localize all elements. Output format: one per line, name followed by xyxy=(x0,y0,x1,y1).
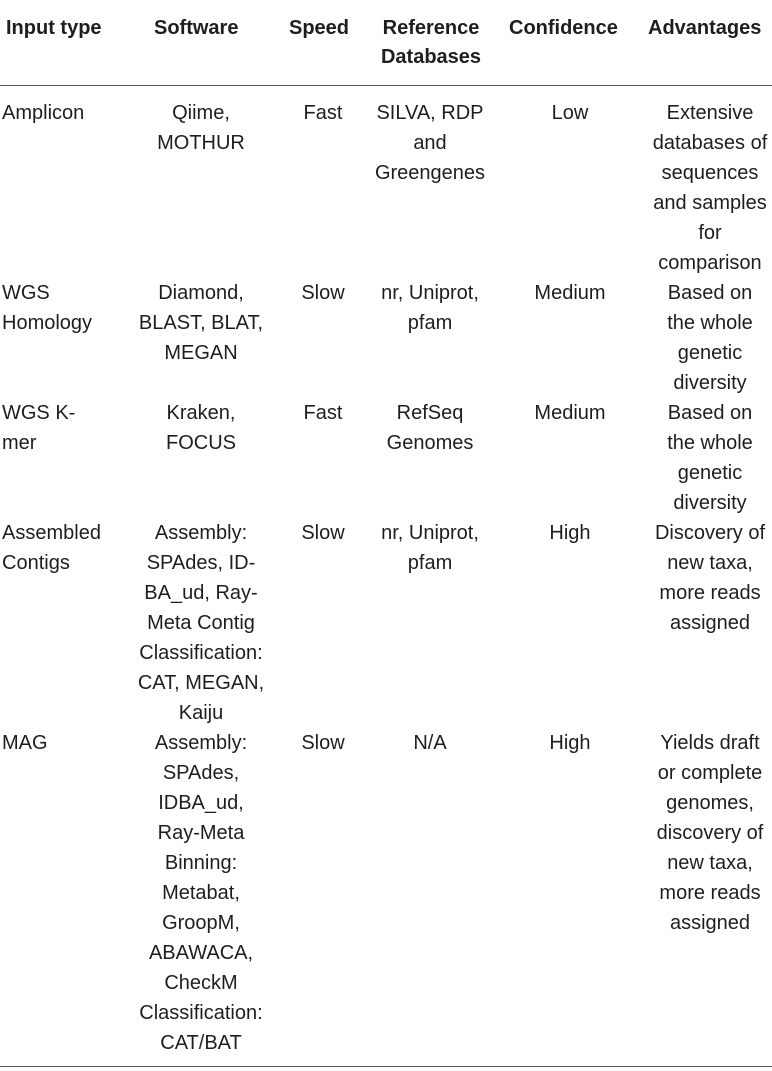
cell-line: MOTHUR xyxy=(157,132,245,154)
cell-line: or complete xyxy=(657,762,763,784)
header-advantages: Advantages xyxy=(648,17,762,39)
header-reference-databases-line: Databases xyxy=(380,46,482,68)
cell-line: Assembled xyxy=(2,522,101,544)
cell-line: Extensive xyxy=(666,102,754,124)
cell-reference-db xyxy=(366,728,494,758)
cell-line: CAT/BAT xyxy=(160,1032,242,1054)
cell-line: new taxa, xyxy=(667,552,753,574)
cell-line: Classification: xyxy=(139,1002,263,1024)
cell-line: diversity xyxy=(673,492,747,514)
cell-reference-db xyxy=(366,278,494,338)
cell-confidence xyxy=(500,98,640,128)
cell-line: Slow xyxy=(301,282,345,304)
cell-line: CheckM xyxy=(164,972,238,994)
header-software: Software xyxy=(154,17,239,39)
cell-input-type xyxy=(2,98,130,128)
cell-line: genetic xyxy=(677,342,743,364)
cell-line: WGS K- xyxy=(2,402,76,424)
cell-line: more reads xyxy=(659,882,761,904)
cell-line: diversity xyxy=(673,372,747,394)
cell-line: Medium xyxy=(534,282,606,304)
cell-line: BLAST, BLAT, xyxy=(138,312,264,334)
cell-line: and xyxy=(413,132,447,154)
cell-line: Yields draft xyxy=(660,732,760,754)
cell-speed xyxy=(288,98,358,128)
cell-line: Assembly: xyxy=(154,732,248,754)
cell-line: Assembly: xyxy=(154,522,248,544)
cell-line: Ray-Meta xyxy=(157,822,245,844)
cell-line: Based on xyxy=(667,402,753,424)
cell-line: sequences xyxy=(661,162,759,184)
cell-line: High xyxy=(549,522,591,544)
cell-line: Slow xyxy=(301,522,345,544)
cell-speed xyxy=(288,278,358,308)
cell-line: SPAdes, ID- xyxy=(146,552,256,574)
cell-line: Fast xyxy=(303,402,343,424)
cell-line: Slow xyxy=(301,732,345,754)
cell-confidence xyxy=(500,518,640,548)
cell-line: Discovery of xyxy=(654,522,766,544)
cell-software xyxy=(131,728,271,1058)
cell-line: assigned xyxy=(669,612,751,634)
cell-line: CAT, MEGAN, xyxy=(137,672,265,694)
header-input-type: Input type xyxy=(6,17,102,39)
cell-speed xyxy=(288,728,358,758)
cell-advantages xyxy=(645,518,772,638)
cell-advantages xyxy=(645,398,772,518)
cell-software xyxy=(131,398,271,458)
cell-line: the whole xyxy=(667,432,753,454)
cell-line: Classification: xyxy=(139,642,263,664)
cell-line: Amplicon xyxy=(2,102,85,124)
header-rule xyxy=(0,85,772,86)
cell-line: assigned xyxy=(669,912,751,934)
cell-line: for xyxy=(698,222,722,244)
cell-line: mer xyxy=(2,432,37,454)
cell-line: SPAdes, xyxy=(162,762,240,784)
cell-line: Qiime, xyxy=(172,102,230,124)
cell-line: nr, Uniprot, xyxy=(381,522,479,544)
cell-line: Metabat, xyxy=(162,882,240,904)
cell-software xyxy=(131,518,271,728)
cell-confidence xyxy=(500,278,640,308)
cell-line: Fast xyxy=(303,102,343,124)
cell-line: pfam xyxy=(407,312,453,334)
header-reference-databases-line: Reference xyxy=(382,17,480,39)
cell-line: MAG xyxy=(2,732,48,754)
cell-input-type xyxy=(2,398,130,458)
cell-line: pfam xyxy=(407,552,453,574)
cell-line: discovery of xyxy=(656,822,764,844)
cell-line: Kraken, xyxy=(166,402,236,424)
cell-line: new taxa, xyxy=(667,852,753,874)
cell-input-type xyxy=(2,278,130,338)
cell-input-type xyxy=(2,728,130,758)
cell-line: Homology xyxy=(2,312,93,334)
cell-line: genetic xyxy=(677,462,743,484)
cell-line: SILVA, RDP xyxy=(376,102,484,124)
cell-line: Contigs xyxy=(2,552,70,574)
cell-advantages xyxy=(645,728,772,938)
cell-line: genomes, xyxy=(666,792,754,814)
cell-line: IDBA_ud, xyxy=(158,792,244,814)
cell-software xyxy=(131,98,271,158)
cell-line: Meta Contig xyxy=(147,612,255,634)
cell-reference-db xyxy=(366,398,494,458)
cell-confidence xyxy=(500,398,640,428)
cell-line: GroopM, xyxy=(162,912,240,934)
cell-input-type xyxy=(2,518,130,578)
cell-line: BA_ud, Ray- xyxy=(144,582,258,604)
cell-line: Kaiju xyxy=(178,702,224,724)
cell-line: and samples xyxy=(653,192,767,214)
header-speed: Speed xyxy=(289,17,350,39)
cell-line: RefSeq xyxy=(396,402,464,424)
cell-line: High xyxy=(549,732,591,754)
cell-line: comparison xyxy=(658,252,762,274)
cell-line: N/A xyxy=(413,732,447,754)
cell-reference-db xyxy=(366,518,494,578)
cell-advantages xyxy=(645,278,772,398)
cell-line: MEGAN xyxy=(164,342,238,364)
cell-line: Genomes xyxy=(386,432,474,454)
cell-software xyxy=(131,278,271,368)
cell-line: Binning: xyxy=(164,852,238,874)
bottom-rule xyxy=(0,1066,772,1067)
cell-reference-db xyxy=(366,98,494,188)
cell-line: Greengenes xyxy=(374,162,486,184)
cell-line: Low xyxy=(551,102,589,124)
cell-speed xyxy=(288,518,358,548)
cell-line: FOCUS xyxy=(166,432,236,454)
cell-line: the whole xyxy=(667,312,753,334)
cell-line: more reads xyxy=(659,582,761,604)
cell-line: ABAWACA, xyxy=(148,942,254,964)
cell-confidence xyxy=(500,728,640,758)
cell-line: WGS xyxy=(2,282,50,304)
cell-line: nr, Uniprot, xyxy=(381,282,479,304)
cell-advantages xyxy=(645,98,772,278)
header-reference-databases xyxy=(375,14,487,72)
cell-line: Diamond, xyxy=(158,282,244,304)
cell-line: Based on xyxy=(667,282,753,304)
header-confidence: Confidence xyxy=(509,17,618,39)
cell-line: databases of xyxy=(652,132,768,154)
cell-speed xyxy=(288,398,358,428)
cell-line: Medium xyxy=(534,402,606,424)
